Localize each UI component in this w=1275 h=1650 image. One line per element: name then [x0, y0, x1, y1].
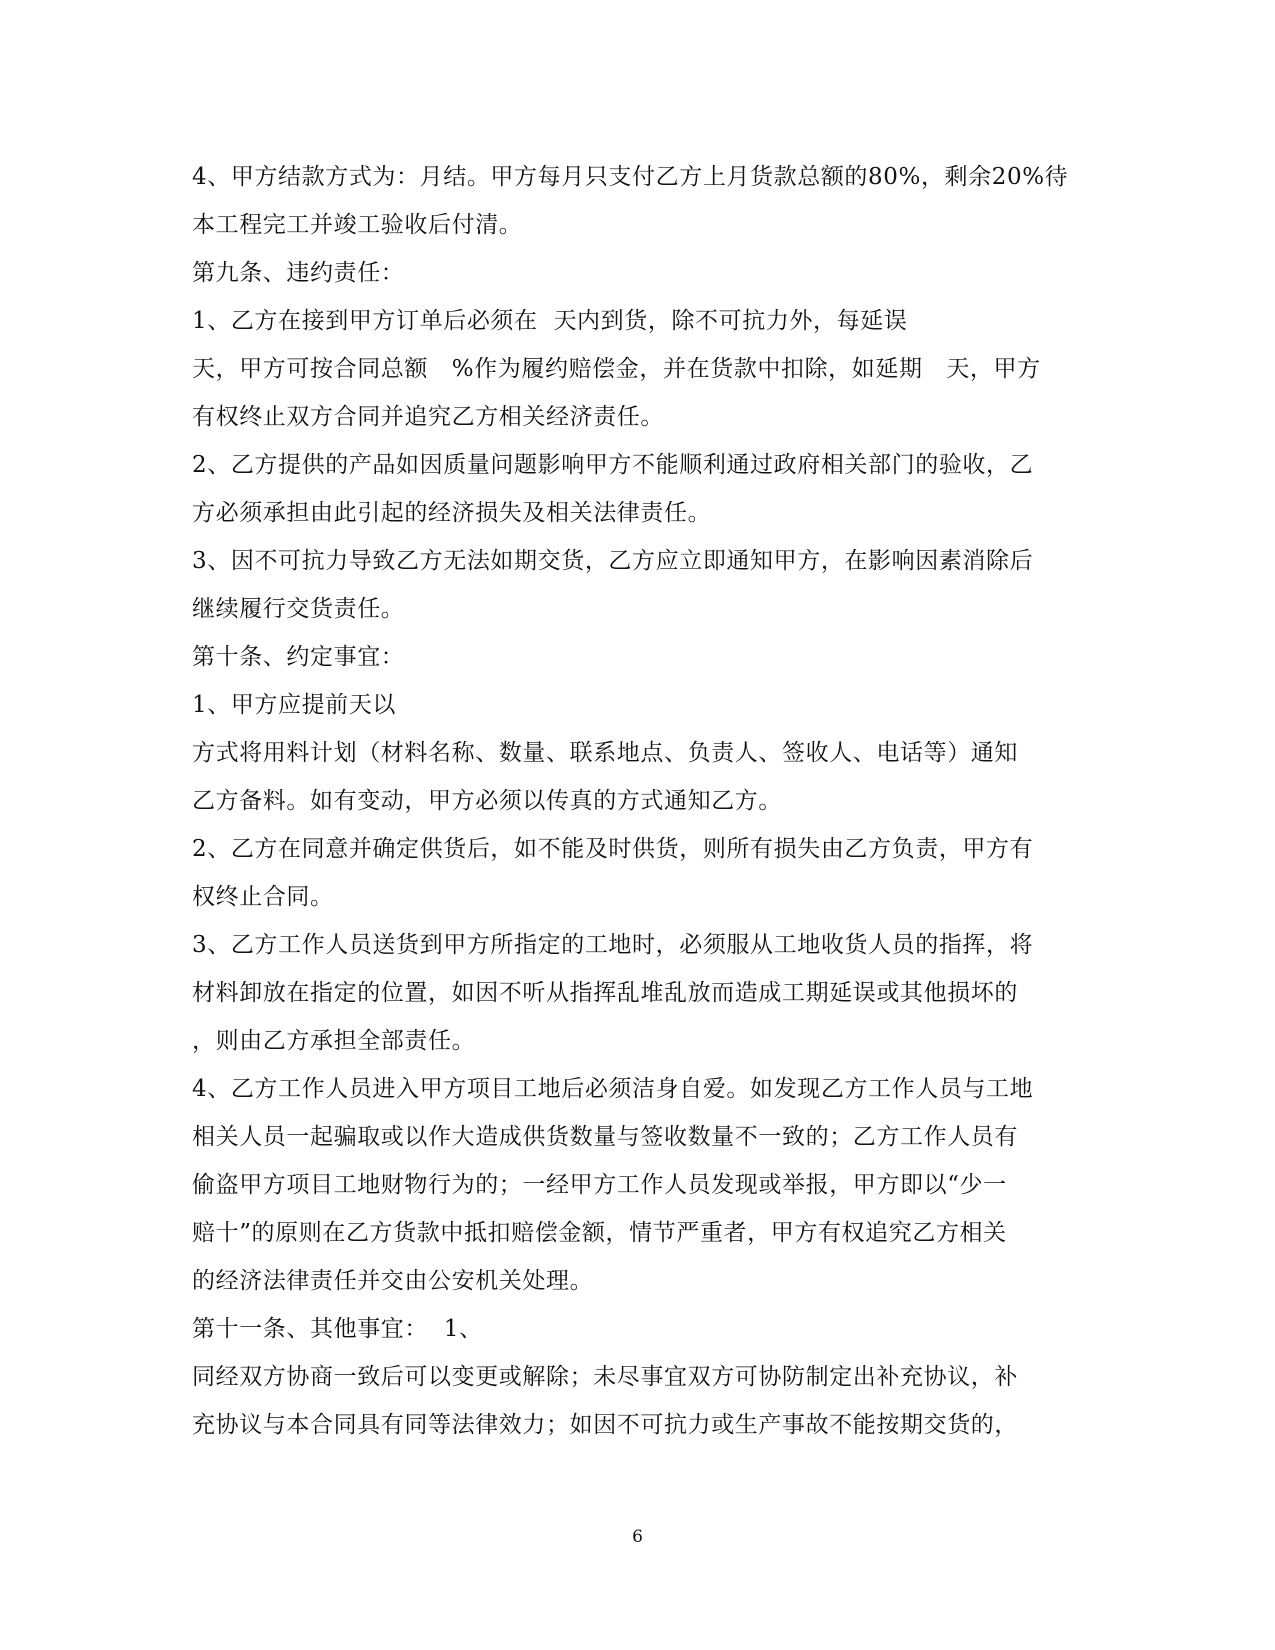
text-line: 权终止合同。: [192, 884, 334, 910]
text-line: 天，甲方可按合同总额 %作为履约赔偿金，并在货款中扣除，如延期 天，甲方: [192, 356, 1041, 382]
section-heading: 第十一条、其他事宜： 1、: [192, 1316, 483, 1342]
text-line: 方式将用料计划（材料名称、数量、联系地点、负责人、签收人、电话等）通知: [192, 740, 1018, 766]
text-line: 偷盗甲方项目工地财物行为的；一经甲方工作人员发现或举报，甲方即以“少一: [192, 1172, 1007, 1198]
text-line: 有权终止双方合同并追究乙方相关经济责任。: [192, 404, 664, 430]
text-line: 4、甲方结款方式为：月结。甲方每月只支付乙方上月货款总额的80%，剩余20%待: [192, 164, 1069, 190]
text-line: 方必须承担由此引起的经济损失及相关法律责任。: [192, 500, 712, 526]
document-body: [192, 153, 1092, 1449]
text-line: 充协议与本合同具有同等法律效力；如因不可抗力或生产事故不能按期交货的，: [192, 1412, 1018, 1438]
text-line: 3、因不可抗力导致乙方无法如期交货，乙方应立即通知甲方，在影响因素消除后: [192, 548, 1034, 574]
text-line: 4、乙方工作人员进入甲方项目工地后必须洁身自爱。如发现乙方工作人员与工地: [192, 1076, 1034, 1102]
text-line: ，则由乙方承担全部责任。: [192, 1028, 476, 1054]
text-line: 同经双方协商一致后可以变更或解除；未尽事宜双方可协防制定出补充协议，补: [192, 1364, 1018, 1390]
text-line: 材料卸放在指定的位置，如因不听从指挥乱堆乱放而造成工期延误或其他损坏的: [192, 980, 1018, 1006]
text-line: 相关人员一起骗取或以作大造成供货数量与签收数量不一致的；乙方工作人员有: [192, 1124, 1018, 1150]
text-line: 本工程完工并竣工验收后付清。: [192, 212, 523, 238]
text-line: 2、乙方在同意并确定供货后，如不能及时供货，则所有损失由乙方负责，甲方有: [192, 836, 1034, 862]
text-line: 2、乙方提供的产品如因质量问题影响甲方不能顺利通过政府相关部门的验收，乙: [192, 452, 1034, 478]
section-heading: 第九条、违约责任：: [192, 260, 405, 286]
text-line: 乙方备料。如有变动，甲方必须以传真的方式通知乙方。: [192, 788, 782, 814]
text-line: 继续履行交货责任。: [192, 596, 405, 622]
text-line: 1、甲方应提前天以: [192, 692, 397, 718]
page-number: 6: [632, 1527, 643, 1547]
text-line: 的经济法律责任并交由公安机关处理。: [192, 1268, 594, 1294]
text-line: 赔十”的原则在乙方货款中抵扣赔偿金额，情节严重者，甲方有权追究乙方相关: [192, 1220, 1007, 1246]
section-heading: 第十条、约定事宜：: [192, 644, 405, 670]
text-line: 3、乙方工作人员送货到甲方所指定的工地时，必须服从工地收货人员的指挥，将: [192, 932, 1034, 958]
text-line: 1、乙方在接到甲方订单后必须在 天内到货，除不可抗力外，每延误: [192, 308, 908, 334]
